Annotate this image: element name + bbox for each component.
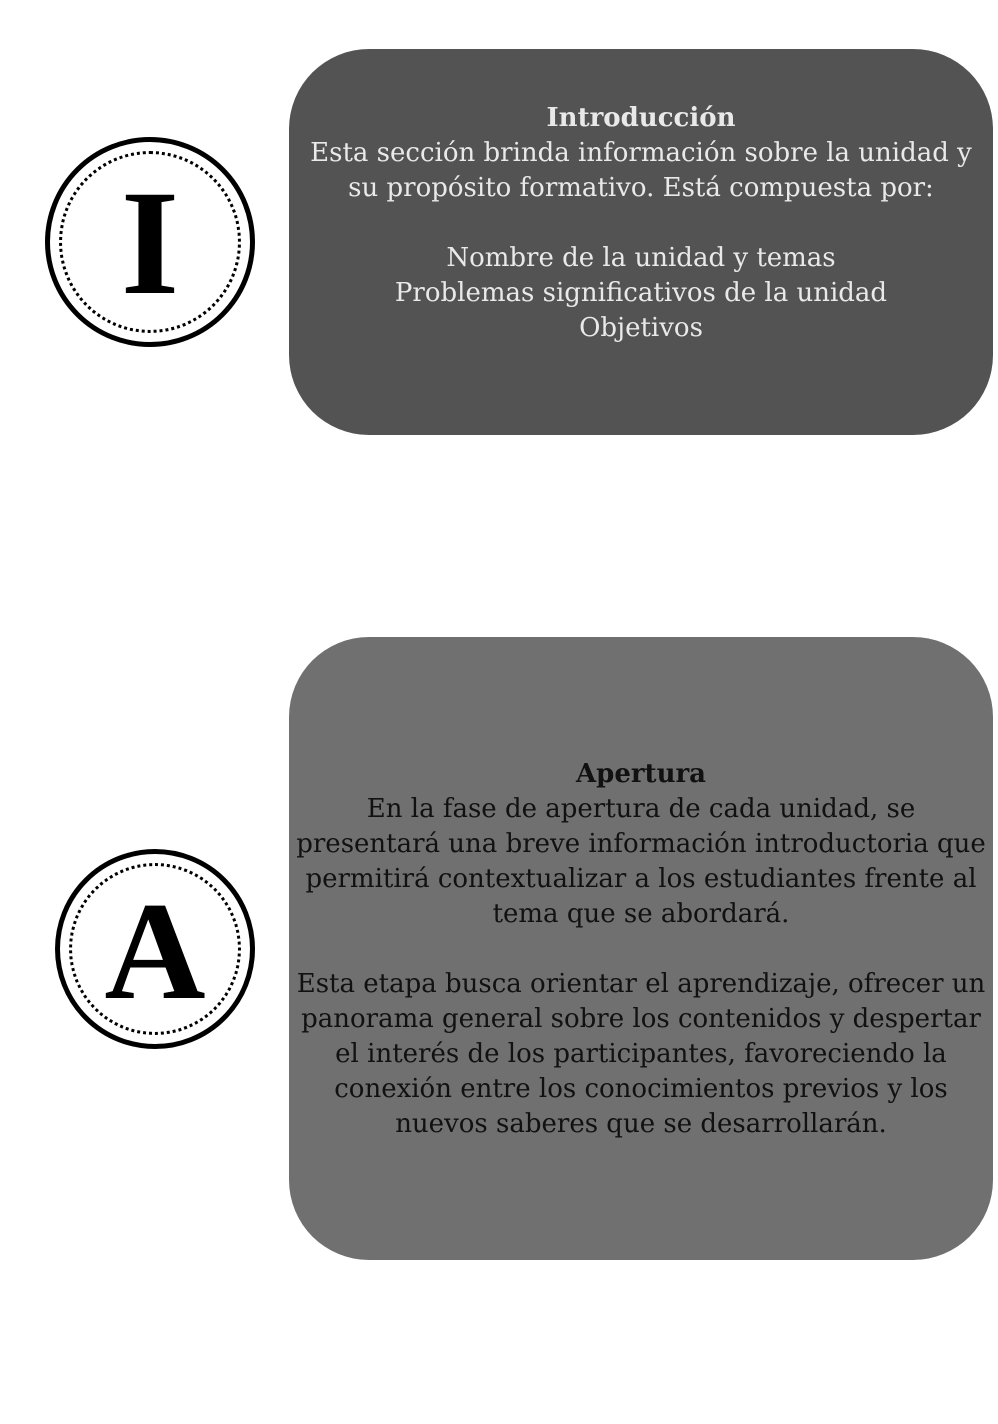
section-badge-apertura [55, 849, 255, 1049]
apertura-card [289, 637, 993, 1260]
badge-letter: A [104, 874, 206, 1029]
introduccion-card [289, 49, 993, 435]
section-paragraph: Esta sección brinda información sobre la unidad y su propósito formativo. Está compuesta por: [310, 138, 972, 203]
section-badge-introduccion [45, 137, 255, 347]
section-paragraph: En la fase de apertura de cada unidad, se presentará una breve información introductoria que permitirá contextualizar a los estudiantes frente al tema que se abordará. [296, 794, 986, 929]
list-item: Nombre de la unidad y temas [446, 243, 836, 273]
section-title: Apertura [575, 759, 707, 789]
list-item: Problemas significativos de la unidad [394, 278, 888, 308]
list-item: Objetivos [579, 313, 703, 343]
badge-letter: I [120, 160, 180, 326]
section-paragraph: Esta etapa busca orientar el aprendizaje, ofrecer un panorama general sobre los contenidos y despertar el interés de los participantes, favoreciendo la conexión entre los conocimientos previos y los nuevos saberes que se desarrollarán. [296, 969, 986, 1139]
section-title: Introducción [546, 103, 736, 133]
